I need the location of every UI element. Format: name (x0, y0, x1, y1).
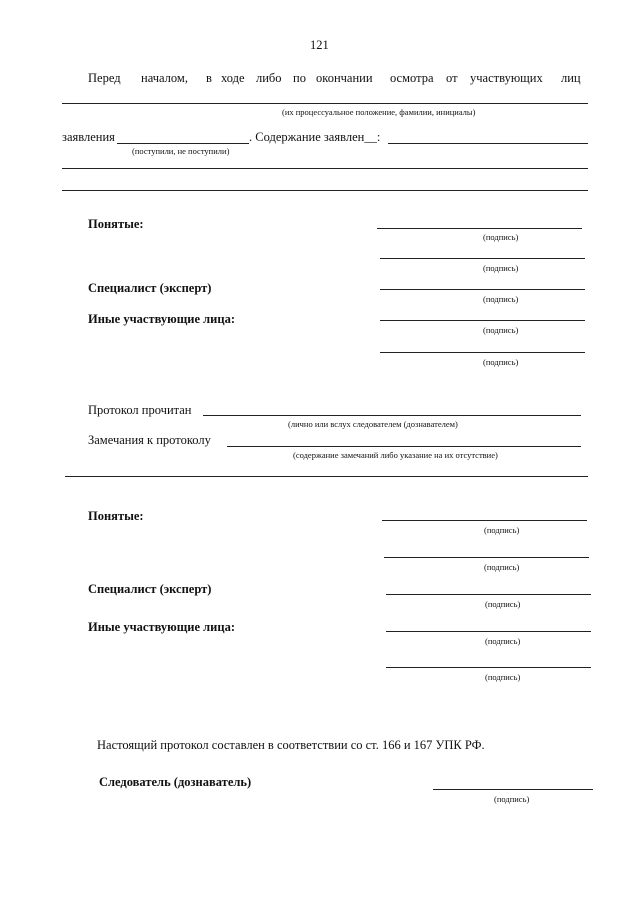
remarks-caption: (содержание замечаний либо указание на их отсутствие) (293, 450, 498, 460)
signature-caption: (подпись) (485, 672, 521, 682)
protocol-read-caption: (лично или вслух следователем (дознавателем) (288, 419, 458, 429)
intro-word: окончании (316, 71, 373, 85)
signature-caption: (подпись) (483, 294, 519, 304)
statements-label: заявления (62, 130, 115, 144)
signature-line[interactable] (380, 320, 585, 321)
specialist-label: Специалист (эксперт) (88, 281, 212, 295)
signature-line[interactable] (433, 789, 593, 790)
statements-caption: (поступили, не поступили) (132, 146, 230, 156)
statements-status-line[interactable] (117, 143, 249, 144)
signature-caption: (подпись) (485, 636, 521, 646)
signature-line[interactable] (380, 258, 585, 259)
signature-line[interactable] (384, 557, 589, 558)
other-participants-label: Иные участвующие лица: (88, 620, 235, 634)
signature-line[interactable] (380, 352, 585, 353)
intro-word: ходе (221, 71, 245, 85)
participants-caption: (их процессуальное положение, фамилии, инициалы) (282, 107, 476, 117)
intro-word: либо (256, 71, 282, 85)
signature-caption: (подпись) (484, 525, 520, 535)
investigator-label: Следователь (дознаватель) (99, 775, 252, 789)
witnesses-label: Понятые: (88, 509, 144, 523)
protocol-read-line[interactable] (203, 415, 581, 416)
page-number: 121 (310, 38, 329, 52)
signature-caption: (подпись) (485, 599, 521, 609)
remarks-line[interactable] (227, 446, 581, 447)
remarks-line[interactable] (65, 476, 588, 477)
intro-word: осмотра (390, 71, 434, 85)
signature-line[interactable] (386, 594, 591, 595)
signature-line[interactable] (386, 631, 591, 632)
intro-word: лиц (561, 71, 581, 85)
signature-caption: (подпись) (484, 562, 520, 572)
signature-caption: (подпись) (483, 232, 519, 242)
remarks-label: Замечания к протоколу (88, 433, 211, 447)
signature-caption: (подпись) (483, 263, 519, 273)
statements-content-line[interactable] (388, 143, 588, 144)
intro-word: началом, (141, 71, 188, 85)
statements-content-label: . Содержание заявлен__: (249, 130, 381, 144)
witnesses-label: Понятые: (88, 217, 144, 231)
other-participants-label: Иные участвующие лица: (88, 312, 235, 326)
compliance-statement: Настоящий протокол составлен в соответствии со ст. 166 и 167 УПК РФ. (97, 738, 485, 752)
signature-caption: (подпись) (483, 357, 519, 367)
intro-word: по (293, 71, 306, 85)
signature-line[interactable] (382, 520, 587, 521)
statements-content-line[interactable] (62, 168, 588, 169)
intro-word: Перед (88, 71, 121, 85)
intro-word: от (446, 71, 458, 85)
signature-caption: (подпись) (494, 794, 530, 804)
protocol-read-label: Протокол прочитан (88, 403, 192, 417)
intro-word: в (206, 71, 212, 85)
statements-content-line[interactable] (62, 190, 588, 191)
signature-line[interactable] (386, 667, 591, 668)
signature-line[interactable] (380, 289, 585, 290)
intro-word: участвующих (470, 71, 543, 85)
specialist-label: Специалист (эксперт) (88, 582, 212, 596)
signature-line[interactable] (377, 228, 582, 229)
participants-line[interactable] (62, 103, 588, 104)
signature-caption: (подпись) (483, 325, 519, 335)
